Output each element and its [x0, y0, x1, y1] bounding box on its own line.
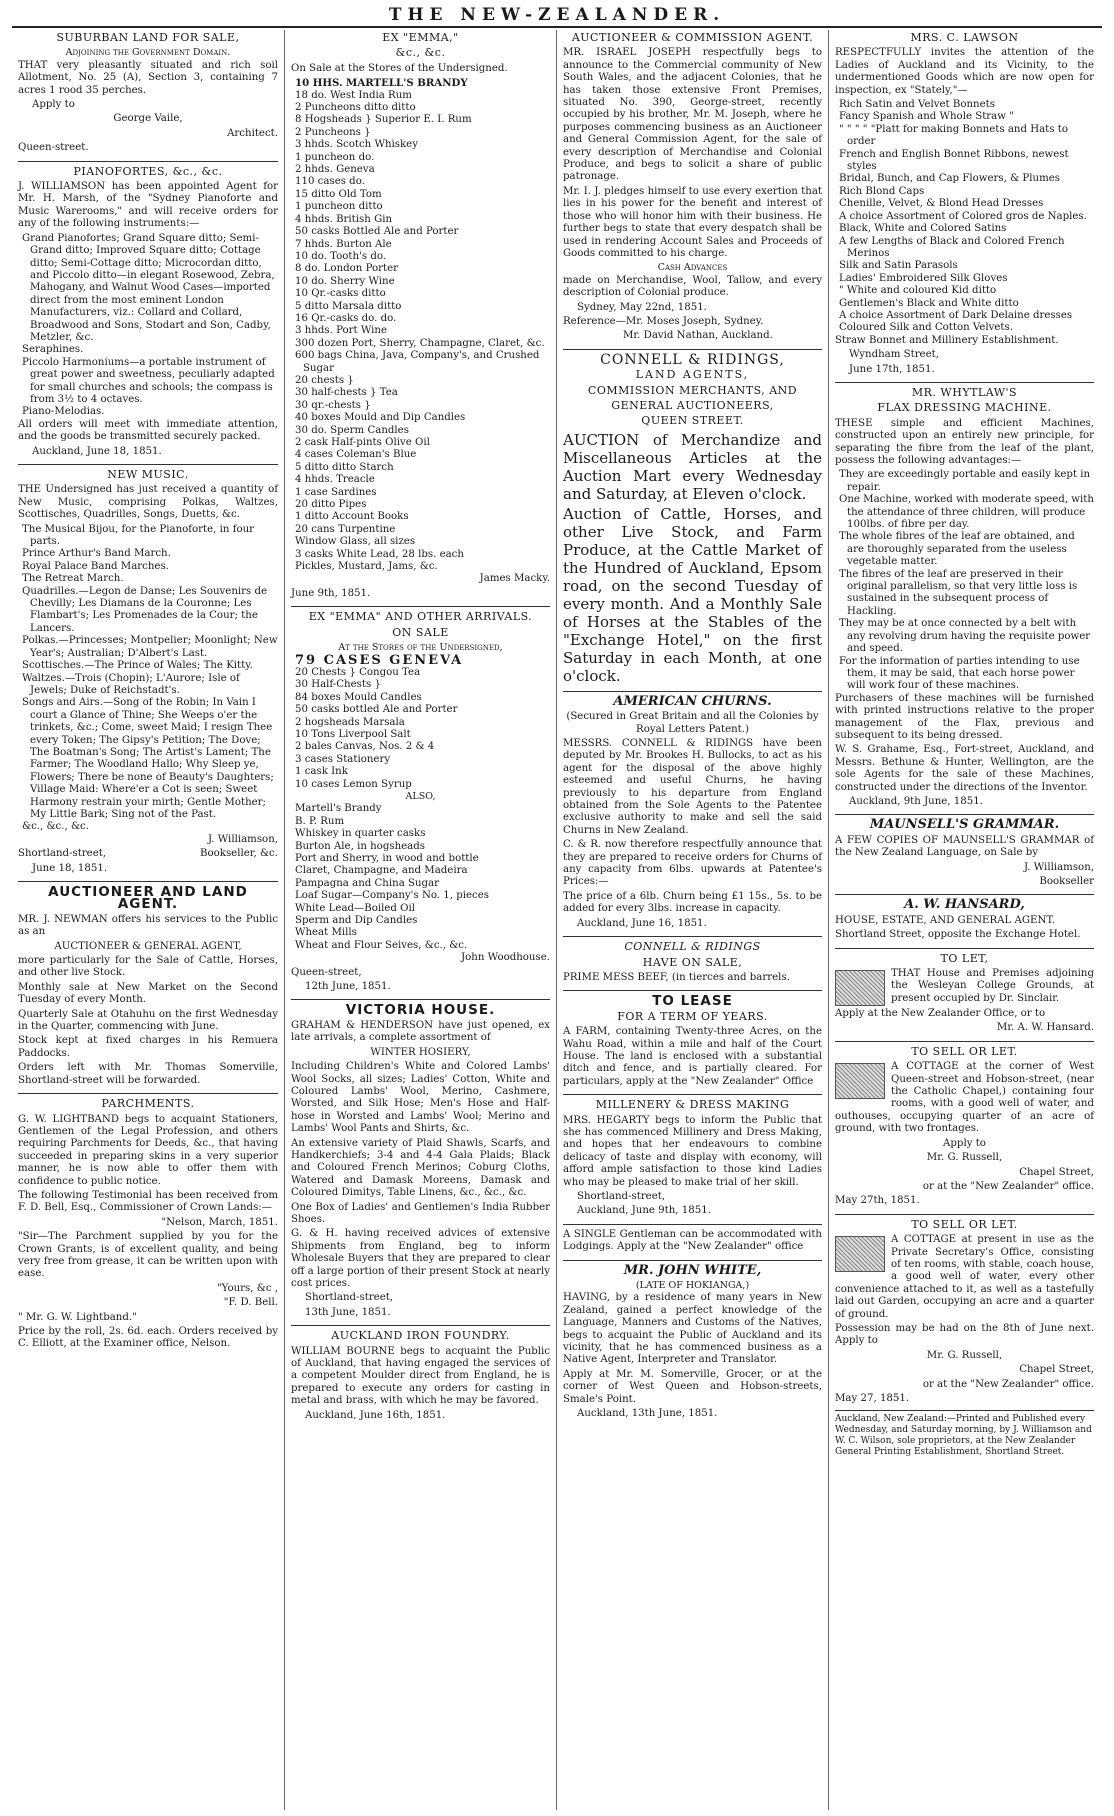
ad-sell-or-let-2	[835, 1219, 1094, 1406]
columns	[12, 30, 1102, 1810]
list-item: 10 HHS. MARTELL'S BRANDY	[295, 77, 468, 90]
list-item: 50 casks Bottled Ale and Porter	[295, 226, 459, 238]
ad-signer: John Woodhouse.	[461, 952, 550, 964]
ad-heading: FLAX DRESSING MACHINE.	[877, 401, 1052, 415]
list-item: Chenille, Velvet, & Blond Head Dresses	[839, 198, 1044, 210]
ad-body: The price of a 6lb. Churn being £1 15s., 5s. to be added for every 3lbs. increase in capacity.	[563, 890, 822, 915]
masthead: THE NEW-ZEALANDER.	[388, 5, 726, 25]
ad-subheading: HAVE ON SALE,	[642, 955, 743, 969]
ad-separator	[291, 606, 550, 607]
list-item: 3 casks White Lead, 28 lbs. each	[295, 548, 464, 560]
house-engraving-icon	[835, 970, 885, 1006]
ad-apply: Apply at the New Zealander Office, or to	[835, 1008, 1046, 1020]
list-item: B. P. Rum	[295, 815, 345, 827]
ad-reference: Reference—Mr. Moses Joseph, Sydney.	[563, 315, 764, 327]
ad-body: Apply at Mr. M. Somerville, Grocer, or at the corner of West Queen and Hobson-streets, Smale's Point.	[563, 1368, 822, 1405]
ad-place: Wyndham Street,	[849, 349, 939, 361]
goods-list	[835, 99, 1094, 335]
ad-auctioneer	[18, 886, 278, 1087]
ad-heading: CONNELL & RIDINGS	[624, 940, 761, 954]
list-item: 300 dozen Port, Sherry, Champagne, Claret, &c.	[295, 337, 545, 349]
list-item: 600 bags China, Java, Company's, and Crushed Sugar	[295, 350, 540, 374]
list-item: " White and coloured Kid ditto	[839, 285, 997, 297]
list-item: 1 case Sardines	[295, 486, 377, 498]
ad-body: Quarterly Sale at Otahuhu on the first Wednesday in the Quarter, commencing with June.	[18, 1008, 278, 1033]
ad-date: June 9th, 1851.	[291, 587, 371, 599]
list-item: 1 puncheon ditto	[295, 201, 383, 213]
ad-israel-joseph	[563, 32, 822, 343]
list-item: 20 cans Turpentine	[295, 523, 396, 535]
list-item: Wheat and Flour Seives, &c., &c.	[295, 939, 468, 951]
ad-signer: "F. D. Bell.	[223, 1297, 278, 1309]
list-item: 20 Chests } Congou Tea	[295, 666, 421, 678]
list-item: 2 bales Canvas, Nos. 2 & 4	[295, 741, 435, 753]
ad-separator	[18, 161, 278, 162]
ad-body: THAT House and Premises adjoining the Wesleyan College Grounds, at present occupied by Dr. Sinclair.	[891, 968, 1094, 1004]
ad-date: "Nelson, March, 1851.	[161, 1216, 278, 1228]
ad-place	[18, 848, 278, 860]
ad-body: AUCTIONEER & GENERAL AGENT,	[54, 940, 242, 952]
ad-subheading: LAND AGENTS,	[635, 368, 750, 382]
ad-place: Chapel Street,	[1019, 1166, 1094, 1178]
ad-subheading: COMMISSION MERCHANTS, AND	[587, 383, 798, 397]
ad-body: The following Testimonial has been received from F. D. Bell, Esq., Commissioner of Crown Lands:—	[18, 1189, 278, 1214]
ad-heading: TO SELL OR LET.	[911, 1044, 1018, 1058]
ad-place: Chapel Street,	[1019, 1364, 1094, 1376]
ad-connell-ridings	[563, 351, 822, 685]
list-item: 15 ditto Old Tom	[295, 188, 382, 200]
list-item: One Machine, worked with moderate speed, with the attendance of three children, will produce 100lbs. of fibre per day.	[839, 494, 1094, 531]
list-item: 1 ditto Account Books	[295, 511, 409, 523]
ad-heading: TO LEASE	[652, 993, 733, 1010]
list-item: 18 do. West India Rum	[295, 89, 412, 101]
list-item: 7 hhds. Burton Ale	[295, 238, 392, 250]
list-item: A few Lengths of Black and Colored French Merinos	[839, 235, 1065, 259]
advantages-list	[835, 469, 1094, 692]
list-item: 4 hhds. Treacle	[295, 474, 375, 486]
list-item: 20 ditto Pipes	[295, 499, 367, 511]
list-item: French and English Bonnet Ribbons, newest styles	[839, 148, 1069, 173]
ad-closing: All orders will meet with immediate attention, and the goods be transmitted securely packed.	[18, 418, 278, 443]
ad-heading: CONNELL & RIDINGS,	[600, 351, 785, 368]
ad-intro: On Sale at the Stores of the Undersigned.	[291, 62, 508, 74]
ad-body: Price by the roll, 2s. 6d. each. Orders received by C. Elliott, at the Examiner office, Nelson.	[18, 1326, 278, 1350]
list-item: Quadrilles.—Legon de Danse; Les Souvenirs de Chevilly; Les Diamans de la Couronne; Les Flambart's; Les Promenades de la Cour; the Lancers.	[22, 585, 268, 634]
ad-pianofortes	[18, 166, 278, 458]
ad-body: An extensive variety of Plaid Shawls, Scarfs, and Handkerchiefs; 3-4 and 4-4 Gala Plaids; Black and Coloured French Merinos; Coburg Cloths, Watered and Damask Moreens, Damask and Coloured Dimitys, Table Linens, &c., &c., &c.	[291, 1137, 550, 1199]
ad-body: PRIME MESS BEEF, (in tierces and barrels.	[563, 971, 790, 983]
goods-list	[291, 77, 550, 573]
ad-body: A FARM, containing Twenty-three Acres, on the Wahu Road, within a mile and half of the Court House. The land is enclosed with a substantial ditch and fence, and is partially cleared. For particulars, apply at the "New Zealander" Office	[563, 1026, 822, 1087]
ad-body: or at the "New Zealander" office.	[922, 1378, 1094, 1390]
ad-apply: Apply to	[943, 1137, 986, 1149]
ad-place: Shortland-street,	[577, 1191, 666, 1202]
list-item: Prince Arthur's Band March.	[22, 548, 171, 560]
ad-date: May 27, 1851.	[835, 1393, 910, 1404]
ad-heading: NEW MUSIC.	[107, 468, 189, 481]
ad-date: Auckland, June 16, 1851.	[577, 917, 707, 929]
column-1	[12, 30, 284, 1810]
music-list	[18, 524, 278, 834]
ad-heading: EX "EMMA,"	[382, 31, 459, 44]
ad-subheading: ON SALE	[392, 625, 449, 639]
list-item: Loaf Sugar—Company's No. 1, pieces	[295, 890, 490, 902]
ad-body: MR. J. NEWMAN offers his services to the Public as an	[18, 913, 278, 938]
list-item: Songs and Airs.—Song of the Robin; In Vain I court a Glance of Thine; She Weeps o'er the trinkets, &c.; Come, sweet Maid; I resign Thee every Token; The Gipsy's Petition; The Dove; The Boatman's Song; The Artist's Lament; The Farmer; The Woodland Hallo; Why Sleep ye, Flowers; There be none of Beauty's Daughters; Village Maid: Where'er a Cot is seen; Sweet Harmony restrain your mirth; Gentle Mother; My Little Bark; Sing not of the Past.	[22, 697, 274, 820]
ad-body: Orders left with Mr. Thomas Somerville, Shortland-street will be forwarded.	[18, 1062, 278, 1086]
list-item: 5 ditto Marsala ditto	[295, 300, 402, 312]
list-item: They are exceedingly portable and easily kept in repair.	[839, 469, 1091, 493]
ad-to-let	[835, 953, 1094, 1035]
ad-place: Queen-street.	[18, 142, 89, 154]
list-item: Silk and Satin Parasols	[839, 260, 958, 272]
list-item: The Retreat March.	[22, 573, 124, 585]
goods-list-also	[291, 803, 550, 952]
list-item: Black, White and Colored Satins	[839, 223, 1007, 235]
ad-separator	[563, 936, 822, 937]
ad-body: HAVING, by a residence of many years in New Zealand, gained a perfect knowledge of the Language, Manners and Customs of the Natives, begs to acquaint the Public of Auckland and its vicinity, that he has commenced business as a Native Agent, Interpreter and Translator.	[563, 1292, 822, 1366]
ad-body: Including Children's White and Colored Lambs' Wool Socks, all sizes; Ladies' Cotton, White and Coloured Lambs' Wool, Merino, Cashmere, Worsted, and Silk Hose; Men's Hose and Half-hose in Worsted and Lambs' Wool; Merino and Lambs' Wool Pants and Shirts, &c.	[291, 1061, 550, 1135]
ad-heading: VICTORIA HOUSE.	[345, 1002, 496, 1019]
ad-body: W. S. Grahame, Esq., Fort-street, Auckland, and Messrs. Bethune & Hunter, Wellington, are the sole Agents for the sale of these Machines, constructed under the directions of the Inventor.	[835, 744, 1094, 793]
ad-hansard	[835, 899, 1094, 941]
ad-place: Shortland Street, opposite the Exchange Hotel.	[835, 929, 1081, 941]
ad-signer-title: Bookseller, &c.	[200, 848, 278, 860]
ad-body: MRS. HEGARTY begs to inform the Public that she has commenced Millinery and Dress Making, and hopes that her endeavours to combine delicacy of taste and display with economy, will afford ample satisfaction to those kind Ladies who may be pleased to make trial of her skill.	[563, 1114, 822, 1188]
ad-separator	[835, 894, 1094, 895]
ad-signer: Mr. A. W. Hansard.	[996, 1022, 1094, 1034]
list-item: Window Glass, all sizes	[295, 536, 416, 548]
list-item: They may be at once connected by a belt with any revolving drum having the requisite power and speed.	[839, 618, 1091, 655]
list-item: 2 cask Half-pints Olive Oil	[295, 437, 430, 448]
ad-separator	[835, 814, 1094, 815]
ad-body: made on Merchandise, Wool, Tallow, and every description of Colonial produce.	[563, 274, 822, 299]
list-item: The Musical Bijou, for the Pianoforte, in four parts.	[22, 523, 255, 548]
ad-body: G. & H. having received advices of extensive Shipments from England, beg to inform Wholesale Buyers that they are prepared to clear off a large portion of their present Stock at nearly cost prices.	[291, 1228, 550, 1289]
list-item: 8 do. London Porter	[295, 263, 399, 275]
ad-body: "Yours, &c ,	[216, 1282, 278, 1294]
list-item: 110 cases do.	[295, 176, 365, 188]
list-item: Seraphines.	[22, 344, 84, 356]
list-item: 3 hhds. Port Wine	[295, 325, 387, 337]
ad-subheading: Adjoining the Government Domain.	[65, 47, 231, 59]
ad-date: Sydney, May 22nd, 1851.	[577, 301, 707, 313]
ad-body: " Mr. G. W. Lightband."	[18, 1311, 137, 1323]
ad-date: Auckland, June 18, 1851.	[32, 445, 162, 457]
ad-body: C. & R. now therefore respectfully announce that they are prepared to receive orders for Churns of any capacity from 6lbs. upwards at Patentee's Prices:—	[563, 839, 822, 888]
ad-closing: Straw Bonnet and Millinery Establishment.	[835, 334, 1059, 346]
ad-to-lease	[563, 995, 822, 1088]
list-item: Rich Satin and Velvet Bonnets	[839, 99, 995, 111]
list-item: Whiskey in quarter casks	[295, 828, 426, 840]
list-item: 40 boxes Mould and Dip Candles	[295, 412, 466, 424]
ad-body: One Box of Ladies' and Gentlemen's India Rubber Shoes.	[291, 1201, 550, 1225]
ad-separator	[563, 349, 822, 350]
list-item: 10 do. Sherry Wine	[295, 275, 395, 287]
ad-new-music	[18, 469, 278, 875]
list-item: Claret, Champagne, and Madeira	[295, 865, 468, 877]
ad-body: MESSRS. CONNELL & RIDINGS have been deputed by Mr. Brookes H. Bullocks, to act as his agent for the disposal of the above highly esteemed and useful Churns, he having previously to his departure from England obtained from the Sole Agents to the Patentee exclusive authority to make and sell the said Churns in New Zealand.	[563, 738, 822, 836]
column-4	[828, 30, 1100, 1810]
ad-date: Auckland, June 16th, 1851.	[305, 1409, 446, 1421]
list-item: A choice Assortment of Colored gros de Naples.	[839, 210, 1087, 222]
list-item: For the information of parties intending to use them, it may be said, that each horse power will work four of these machines.	[839, 655, 1080, 692]
list-item: Royal Palace Band Marches.	[22, 560, 169, 572]
ad-body: A COTTAGE at present in use as the Private Secretary's Office, consisting of ten rooms, with stable, coach house, a good well of water, every other convenience attached to it, as well as a tastefully laid out Garden, occupying an acre and a quarter of ground.	[835, 1234, 1094, 1320]
ad-date: Auckland, 13th June, 1851.	[577, 1408, 718, 1420]
list-item: Waltzes.—Trois (Chopin); L'Aurore; Isle of Jewels; Duke of Reichstadt's.	[22, 672, 240, 696]
ad-john-white	[563, 1262, 822, 1421]
ad-heading: EX "EMMA" AND OTHER ARRIVALS.	[308, 610, 533, 624]
list-item: 10 Tons Liverpool Salt	[295, 728, 411, 740]
list-item: 5 ditto ditto Starch	[295, 461, 394, 473]
list-item: Polkas.—Princesses; Montpelier; Moonlight; New Year's; Australian; D'Albert's Last.	[22, 635, 278, 659]
ad-separator	[563, 691, 822, 692]
list-item: Pampagna and China Sugar	[295, 877, 440, 889]
ad-mrs-lawson	[835, 32, 1094, 376]
ad-body: HOUSE, ESTATE, AND GENERAL AGENT.	[835, 914, 1055, 926]
list-item: 4 cases Coleman's Blue	[295, 449, 417, 461]
ad-body: "Sir—The Parchment supplied by you for the Crown Grants, is of excellent quality, and being very free from grease, it can be written upon with ease.	[18, 1231, 278, 1280]
ad-heading: PIANOFORTES, &c., &c.	[73, 164, 223, 178]
list-item: 10 do. Tooth's do.	[295, 250, 387, 262]
ad-victoria-house	[291, 1004, 550, 1319]
ad-heading: MR. WHYTLAW'S	[911, 385, 1018, 399]
ad-place: Shortland-street,	[305, 1292, 394, 1304]
list-item: 20 chests }	[295, 374, 354, 386]
ad-emma-arrivals	[291, 611, 550, 993]
masthead-rule	[12, 26, 1102, 28]
ad-maunsell-grammar	[835, 819, 1094, 888]
ad-date: June 18, 1851.	[32, 862, 108, 874]
ad-signer-title: Bookseller	[1039, 876, 1094, 887]
ad-heading: SUBURBAN LAND FOR SALE,	[56, 31, 240, 44]
ad-apply: Apply to	[32, 99, 75, 111]
ad-separator	[835, 948, 1094, 949]
ad-body: J. WILLIAMSON has been appointed Agent for Mr. H. Marsh, of the "Sydney Pianoforte and Music Warerooms," and will receive orders for any of the following instruments:—	[18, 181, 278, 230]
ad-separator	[18, 1093, 278, 1094]
ad-signer: J. Williamson,	[1024, 861, 1094, 873]
ad-also: ALSO,	[405, 790, 436, 802]
ad-body: Stock kept at fixed charges in his Remuera Paddocks.	[18, 1035, 278, 1059]
ad-date: June 17th, 1851.	[849, 363, 935, 375]
ad-subheading: At the Stores of the Undersigned,	[338, 642, 503, 654]
list-item: 84 boxes Mould Candles	[295, 691, 422, 703]
column-2	[284, 30, 556, 1810]
ad-subheading: WINTER HOSIERY,	[370, 1046, 471, 1058]
ad-separator	[291, 1325, 550, 1326]
list-item: 79 CASES GENEVA	[295, 652, 464, 668]
list-item: 4 hhds. British Gin	[295, 213, 393, 225]
ad-ex-emma	[291, 32, 550, 600]
ad-subheading: &c., &c.	[395, 46, 446, 60]
goods-list	[291, 652, 550, 791]
ad-body: Purchasers of these machines will be furnished with printed instructions relative to the proper management of the Flax, previous and subsequent to its being dressed.	[835, 692, 1094, 741]
list-item: 10 Qr.-casks ditto	[295, 288, 386, 300]
ad-separator	[18, 881, 278, 882]
list-item: 30 qr.-chests }	[295, 399, 371, 411]
ad-separator	[563, 1260, 822, 1261]
list-item: Grand Pianofortes; Grand Square ditto; Semi-Grand ditto; Improved Square ditto; Cottage ditto; Semi-Cottage ditto; Microcordan ditto, and Piccolo ditto—in elegant Rosewood, Zebra, Mahogany, and Walnut Wood Cases—imported direct from the most eminent London Manufacturers, viz.: Collard and Collard, Broadwood and Sons, Stodart and Son, Cadby, Metzler, &c.	[22, 232, 275, 343]
list-item: Martell's Brandy	[295, 803, 382, 815]
list-item: Fancy Spanish and Whole Straw "	[839, 111, 1014, 123]
ad-suburban-land	[18, 32, 278, 155]
list-item: 10 cases Lemon Syrup	[295, 778, 412, 790]
ad-separator	[835, 1041, 1094, 1042]
list-item: Sperm and Dip Candles	[295, 915, 418, 927]
list-item: Burton Ale, in hogsheads	[295, 840, 425, 852]
ad-parchments	[18, 1098, 278, 1351]
imprint-footer: Auckland, New Zealand:—Printed and Published every Wednesday, and Saturday morning, by J. Williamson and W. C. Wilson, sole proprietors, at the New Zealander General Printing Establishment, Shortland Street.	[835, 1410, 1094, 1458]
ad-signer-title: Architect.	[227, 127, 278, 139]
list-item: 30 half-chests } Tea	[295, 387, 398, 399]
ad-body: GRAHAM & HENDERSON have just opened, ex late arrivals, a complete assortment of	[291, 1019, 550, 1044]
ad-body: Monthly sale at New Market on the Second Tuesday of every Month.	[18, 981, 278, 1006]
ad-mess-beef	[563, 941, 822, 984]
ad-flax-machine	[835, 387, 1094, 808]
ad-subheading: Cash Advances	[657, 262, 728, 274]
list-item: Wheat Mills	[295, 927, 357, 939]
ad-heading: MILLENERY & DRESS MAKING	[595, 1098, 790, 1112]
list-item: Ladies' Embroidered Silk Gloves	[839, 272, 1008, 284]
ad-reference: Mr. David Nathan, Auckland.	[623, 330, 773, 342]
ad-body: Mr. I. J. pledges himself to use every exertion that lies in his power for the benefit and interest of those who will honor him with their business. He further begs to state that every despatch shall be used in rendering Account Sales and Proceeds of Goods committed to his charge.	[563, 185, 822, 259]
ad-body: THESE simple and efficient Machines, constructed upon an entirely new principle, for separating the fibre from the leaf of the plant, possess the following advantages:—	[835, 417, 1094, 466]
ad-subheading: FOR A TERM OF YEARS.	[617, 1009, 768, 1023]
ad-lodgings	[563, 1229, 822, 1254]
list-item: Piano-Melodias.	[22, 406, 105, 418]
cottage-engraving-icon	[835, 1236, 885, 1272]
ad-heading: PARCHMENTS.	[101, 1097, 195, 1111]
list-item: 2 Puncheons ditto ditto	[295, 102, 416, 114]
list-item: 30 do. Sperm Candles	[295, 424, 409, 436]
list-item: Piccolo Harmoniums—a portable instrument of great power and sweetness, peculiarly adapted for small churches and schools; the compass is from 3½ to 4 octaves.	[22, 356, 275, 405]
newspaper-page	[0, 4, 1114, 1816]
cottage-engraving-icon	[835, 1063, 885, 1099]
ad-body: THAT very pleasantly situated and rich soil Allotment, No. 25 (A), Section 3, containing 7 acres 1 rood 35 perches.	[18, 59, 278, 96]
ad-separator	[291, 999, 550, 1000]
ad-subheading: GENERAL AUCTIONEERS,	[611, 398, 774, 412]
list-item: Gentlemen's Black and White ditto	[839, 297, 1019, 309]
list-item: Scottisches.—The Prince of Wales; The Kitty.	[22, 660, 253, 672]
ad-millinery	[563, 1099, 822, 1218]
ad-body: more particularly for the Sale of Cattle, Horses, and other live Stock.	[18, 955, 278, 979]
ad-separator	[835, 1214, 1094, 1215]
ad-subheading: QUEEN STREET.	[641, 414, 744, 428]
list-item: Rich Blond Caps	[839, 185, 925, 197]
ad-body: THE Undersigned has just received a quantity of New Music, comprising Polkas, Waltzes, Scottisches, Quadrilles, Songs, Duetts, &c.	[18, 484, 278, 521]
ad-body: Auction of Cattle, Horses, and other Live Stock, and Farm Produce, at the Cattle Market of the Hundred of Auckland, Epsom road, on the second Tuesday of every month. And a Monthly Sale of Horses at the Stables of the "Exchange Hotel," on the first Saturday in each Month, at one o'clock.	[563, 504, 822, 685]
ad-signer: J. Williamson,	[208, 833, 278, 845]
ad-signer: George Vaile,	[113, 113, 183, 125]
list-item: 8 Hogsheads } Superior E. I. Rum	[295, 114, 472, 126]
ad-subheading: (LATE OF HOKIANGA,)	[635, 1280, 750, 1292]
list-item: " " " " "Platt for making Bonnets and Hats to order	[839, 123, 1068, 148]
ad-heading: TO LET,	[940, 951, 989, 965]
list-item: 30 Half-Chests }	[295, 679, 381, 691]
ad-body: RESPECTFULLY invites the attention of the Ladies of Auckland and its Vicinity, to the undermentioned Goods which are now open for inspection, ex "Stately,"—	[835, 47, 1094, 96]
ad-date: Auckland, 9th June, 1851.	[849, 795, 983, 807]
list-item: &c., &c., &c.	[22, 821, 89, 833]
list-item: 3 hhds. Scotch Whiskey	[295, 139, 418, 151]
ad-place-text: Shortland-street,	[18, 848, 107, 860]
instrument-list	[18, 233, 278, 419]
list-item: 2 Puncheons }	[295, 126, 371, 138]
list-item: Coloured Silk and Cotton Velvets.	[839, 322, 1013, 334]
ad-body: or at the "New Zealander" office.	[922, 1180, 1094, 1192]
ad-separator	[563, 1094, 822, 1095]
list-item: 50 casks bottled Ale and Porter	[295, 704, 458, 716]
ad-heading: TO SELL OR LET.	[911, 1217, 1018, 1231]
ad-separator	[18, 464, 278, 465]
ad-separator	[563, 1224, 822, 1225]
ad-body: AUCTION of Merchandize and Miscellaneous Articles at the Auction Mart every Wednesday and Saturday, at Eleven o'clock.	[563, 430, 822, 503]
list-item: 2 hogsheads Marsala	[295, 716, 405, 728]
ad-separator	[835, 382, 1094, 383]
list-item: Bridal, Bunch, and Cap Flowers, & Plumes	[839, 173, 1061, 185]
list-item: Port and Sherry, in wood and bottle	[295, 853, 479, 864]
list-item: 1 puncheon do.	[295, 151, 375, 163]
ad-body: A SINGLE Gentleman can be accommodated with Lodgings. Apply at the "New Zealander" office	[563, 1228, 822, 1253]
ad-sell-or-let-1	[835, 1046, 1094, 1208]
list-item: 1 cask Ink	[295, 766, 348, 778]
list-item: The whole fibres of the leaf are obtained, and are thoroughly separated from the useless vegetable matter.	[839, 531, 1075, 568]
ad-body: Possession may be had on the 8th of June next. Apply to	[835, 1322, 1094, 1347]
ad-heading: A. W. HANSARD,	[904, 897, 1025, 913]
ad-body: A COTTAGE at the corner of West Queen-street and Hobson-street, (near the Catholic Chapel,) containing four rooms, with a good well of water, and outhouses, occupying quarter of an acre of ground, with two frontages.	[835, 1061, 1094, 1135]
ad-place: Queen-street,	[291, 966, 362, 978]
ad-body: WILLIAM BOURNE begs to acquaint the Public of Auckland, that having engaged the services of a competent Moulder direct from England, he is prepared to execute any orders for casting in metal and brass, with which he may be favored.	[291, 1345, 550, 1407]
list-item: A choice Assortment of Dark Delaine dresses	[839, 309, 1073, 321]
ad-signer: Mr. G. Russell,	[926, 1349, 1003, 1361]
list-item: 16 Qr.-casks do. do.	[295, 312, 397, 324]
list-item: The fibres of the leaf are preserved in their original parallelism, so that very little loss is sustained in the subsequent process of Hackling.	[839, 568, 1078, 617]
ad-american-churns	[563, 693, 822, 930]
ad-heading: MRS. C. LAWSON	[910, 31, 1019, 44]
ad-body: A FEW COPIES OF MAUNSELL'S GRAMMAR of the New Zealand Language, on Sale by	[835, 834, 1094, 859]
ad-date: 13th June, 1851.	[305, 1306, 391, 1318]
ad-heading: MR. JOHN WHITE,	[623, 1262, 762, 1278]
list-item: White Lead—Boiled Oil	[295, 902, 416, 914]
ad-heading: AUCKLAND IRON FOUNDRY.	[331, 1329, 510, 1343]
ad-separator	[563, 990, 822, 991]
ad-heading: AUCTIONEER AND LAND AGENT.	[48, 884, 248, 913]
ad-body: MR. ISRAEL JOSEPH respectfully begs to announce to the Commercial community of New South Wales, and the adjacent Colonies, that he has taken those extensive Front Premises, situated No. 390, George-street, recently occupied by his brother, Mr. M. Joseph, where he purposes commencing business as an Auctioneer and General Commission Agent, for the sale of every description of Merchandise and Colonial Produce, and begs to solicit a share of public patronage.	[563, 47, 822, 183]
ad-signer: James Macky.	[479, 573, 550, 585]
list-item: 3 cases Stationery	[295, 753, 391, 765]
ad-subheading: (Secured in Great Britain and all the Colonies by Royal Letters Patent.)	[566, 711, 819, 735]
ad-date: 12th June, 1851.	[305, 981, 391, 993]
list-item: 2 hhds. Geneva	[295, 164, 375, 176]
list-item: Pickles, Mustard, Jams, &c.	[295, 561, 438, 573]
ad-date: Auckland, June 9th, 1851.	[577, 1205, 711, 1217]
ad-signer: Mr. G. Russell,	[926, 1152, 1003, 1164]
ad-heading: MAUNSELL'S GRAMMAR.	[869, 817, 1060, 833]
ad-body: G. W. LIGHTBAND begs to acquaint Stationers, Gentlemen of the Legal Profession, and others requiring Parchments for Deeds, &c., that having succeeded in preparing skins in a very superior manner, he is now able to offer them with confidence to public notice.	[18, 1113, 278, 1187]
ad-iron-foundry	[291, 1330, 550, 1422]
ad-heading: AUCTIONEER & COMMISSION AGENT.	[571, 31, 814, 44]
ad-heading: AMERICAN CHURNS.	[613, 693, 772, 709]
column-3	[556, 30, 828, 1810]
ad-date: May 27th, 1851.	[835, 1195, 920, 1207]
